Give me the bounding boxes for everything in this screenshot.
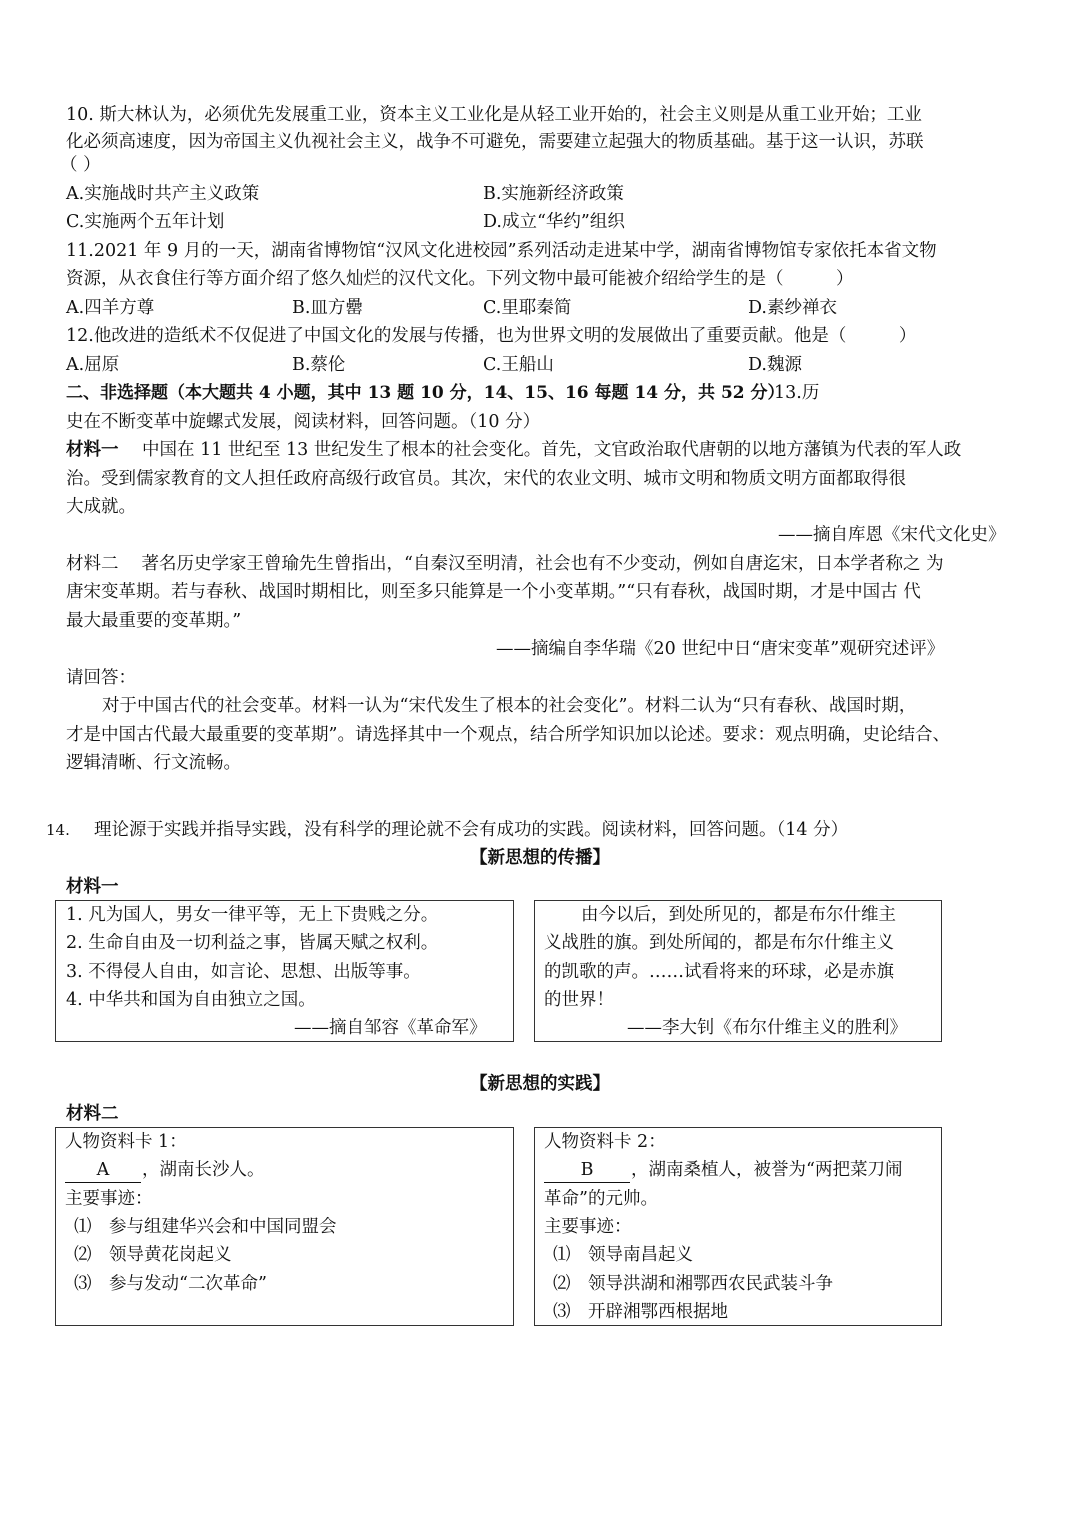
lidazhao-line-4: 的世界！ [544, 990, 614, 1010]
q14-stem: 理论源于实践并指导实践，没有科学的理论就不会有成功的实践。阅读材料，回答问题。（14 分） [94, 820, 849, 840]
q12-option-a: A.屈原 [66, 355, 120, 375]
q10-option-d: D.成立“华约”组织 [483, 212, 625, 232]
profile-card-1 [55, 1127, 514, 1326]
q13-material-2-line-3: 最大最重要的变革期。” [66, 611, 242, 631]
q13-ask-line-3: 逻辑清晰、行文流畅。 [66, 753, 241, 773]
q11-option-a: A.四羊方尊 [66, 298, 155, 318]
q13-material-1-line-1: 中国在 11 世纪至 13 世纪发生了根本的社会变化。首先，文官政治取代唐朝的以地方藩镇为代表的军人政 [142, 440, 962, 460]
q13-number: 13.历 [774, 383, 820, 403]
section-2-heading: 二、非选择题（本大题共 4 小题，其中 13 题 10 分，14、15、16 每题 14 分，共 52 分） [66, 383, 785, 403]
profile-card-2-deed-2: ⑵ 领导洪湖和湘鄂西农民武装斗争 [553, 1274, 833, 1294]
q11-option-b: B.皿方罍 [292, 298, 363, 318]
q10-option-a: A.实施战时共产主义政策 [66, 184, 260, 204]
profile-card-1-deed-1: ⑴ 参与组建华兴会和中国同盟会 [74, 1217, 337, 1237]
profile-card-1-deed-3: ⑶ 参与发动“二次革命” [74, 1274, 267, 1294]
q11-option-c: C.里耶秦简 [483, 298, 572, 318]
q14-number: 14. [46, 821, 70, 839]
profile-card-1-title: 人物资料卡 1： [65, 1132, 187, 1152]
q13-material-1-label: 材料一 [66, 440, 119, 460]
q13-material-1-line-2: 治。受到儒家教育的文人担任政府高级行政官员。其次，宋代的农业文明、城市文明和物质文明方面都取得很 [66, 469, 906, 489]
profile-card-2-deeds-label: 主要事迹： [544, 1217, 632, 1237]
zourong-quote-box [55, 900, 514, 1042]
q12-option-d: D.魏源 [748, 355, 802, 375]
q13-stem: 史在不断变革中旋螺式发展，阅读材料，回答问题。（10 分） [66, 412, 541, 432]
q10-option-c: C.实施两个五年计划 [66, 212, 225, 232]
q11-line-1: 11.2021 年 9 月的一天，湖南省博物馆“汉风文化进校园”系列活动走进某中学，湖南省博物馆专家依托本省文物 [66, 241, 937, 261]
q13-material-2-source: ——摘编自李华瑞《20 世纪中日“唐宋变革”观研究述评》 [496, 639, 945, 659]
profile-card-1-deeds-label: 主要事迹： [65, 1189, 153, 1209]
q13-ask-label: 请回答： [66, 668, 136, 688]
profile-card-2-deed-1: ⑴ 领导南昌起义 [553, 1245, 693, 1265]
lidazhao-quote-box [534, 900, 942, 1042]
profile-card-2-blank: B [544, 1158, 630, 1183]
zourong-source: ——摘自邹容《革命军》 [294, 1018, 487, 1038]
q14-heading-spread: 【新思想的传播】 [470, 848, 610, 868]
q11-line-2: 资源，从衣食住行等方面介绍了悠久灿烂的汉代文化。下列文物中最可能被介绍给学生的是（ ） [66, 269, 854, 289]
zourong-line-3: 3. 不得侵人自由，如言论、思想、出版等事。 [66, 962, 421, 982]
q13-ask-line-1: 对于中国古代的社会变革。材料一认为“宋代发生了根本的社会变化”。材料二认为“只有春秋、战国时期， [102, 696, 917, 716]
lidazhao-source: ——李大钊《布尔什维主义的胜利》 [627, 1018, 907, 1038]
q13-material-2-line-2: 唐宋变革期。若与春秋、战国时期相比，则至多只能算是一个小变革期。”“只有春秋，战国时期，才是中国古 代 [66, 582, 921, 602]
q10-answer-blank: （ ） [60, 155, 101, 175]
profile-card-1-deed-2: ⑵ 领导黄花岗起义 [74, 1245, 232, 1265]
q13-ask-line-2: 才是中国古代最大最重要的变革期”。请选择其中一个观点，结合所学知识加以论述。要求：观点明确，史论结合、 [66, 725, 950, 745]
zourong-line-2: 2. 生命自由及一切利益之事，皆属天赋之权利。 [66, 933, 439, 953]
lidazhao-line-2: 义战胜的旗。到处所闻的，都是布尔什维主义 [544, 933, 894, 953]
q10-option-b: B.实施新经济政策 [483, 184, 624, 204]
profile-card-2-intro: ，湖南桑植人，被誉为“两把菜刀闹 [631, 1160, 903, 1180]
zourong-line-4: 4. 中华共和国为自由独立之国。 [66, 990, 316, 1010]
zourong-line-1: 1. 凡为国人，男女一律平等，无上下贵贱之分。 [66, 905, 439, 925]
profile-card-2-intro-cont: 革命”的元帅。 [544, 1189, 658, 1209]
profile-card-1-blank: A [65, 1158, 141, 1183]
q11-option-d: D.素纱禅衣 [748, 298, 837, 318]
q14-heading-practice: 【新思想的实践】 [470, 1074, 610, 1094]
q13-material-2-line-1: 材料二 著名历史学家王曾瑜先生曾指出，“自秦汉至明清，社会也有不少变动，例如自唐迄宋，日本学者称之 为 [66, 554, 944, 574]
lidazhao-line-3: 的凯歌的声。……试看将来的环球，必是赤旗 [544, 962, 894, 982]
q14-material-2-label: 材料二 [66, 1104, 119, 1124]
q12-option-b: B.蔡伦 [292, 355, 346, 375]
q13-material-1-line-3: 大成就。 [66, 497, 136, 517]
profile-card-2-title: 人物资料卡 2： [544, 1132, 666, 1152]
q12-option-c: C.王船山 [483, 355, 554, 375]
q13-material-1-source: ——摘自库恩《宋代文化史》 [778, 525, 1006, 545]
q12-line-1: 12.他改进的造纸术不仅促进了中国文化的发展与传播，也为世界文明的发展做出了重要贡献。他是（ ） [66, 326, 917, 346]
q10-line-1: 10. 斯大林认为，必须优先发展重工业，资本主义工业化是从轻工业开始的，社会主义则是从重工业开始；工业 [66, 105, 922, 125]
q10-line-2: 化必须高速度，因为帝国主义仇视社会主义，战争不可避免，需要建立起强大的物质基础。基于这一认识，苏联 [66, 132, 924, 152]
q14-material-1-label: 材料一 [66, 877, 119, 897]
profile-card-2 [534, 1127, 942, 1326]
lidazhao-line-1: 由今以后，到处所见的，都是布尔什维主 [581, 905, 896, 925]
profile-card-1-intro: ，湖南长沙人。 [142, 1160, 265, 1180]
profile-card-2-deed-3: ⑶ 开辟湘鄂西根据地 [553, 1302, 728, 1322]
